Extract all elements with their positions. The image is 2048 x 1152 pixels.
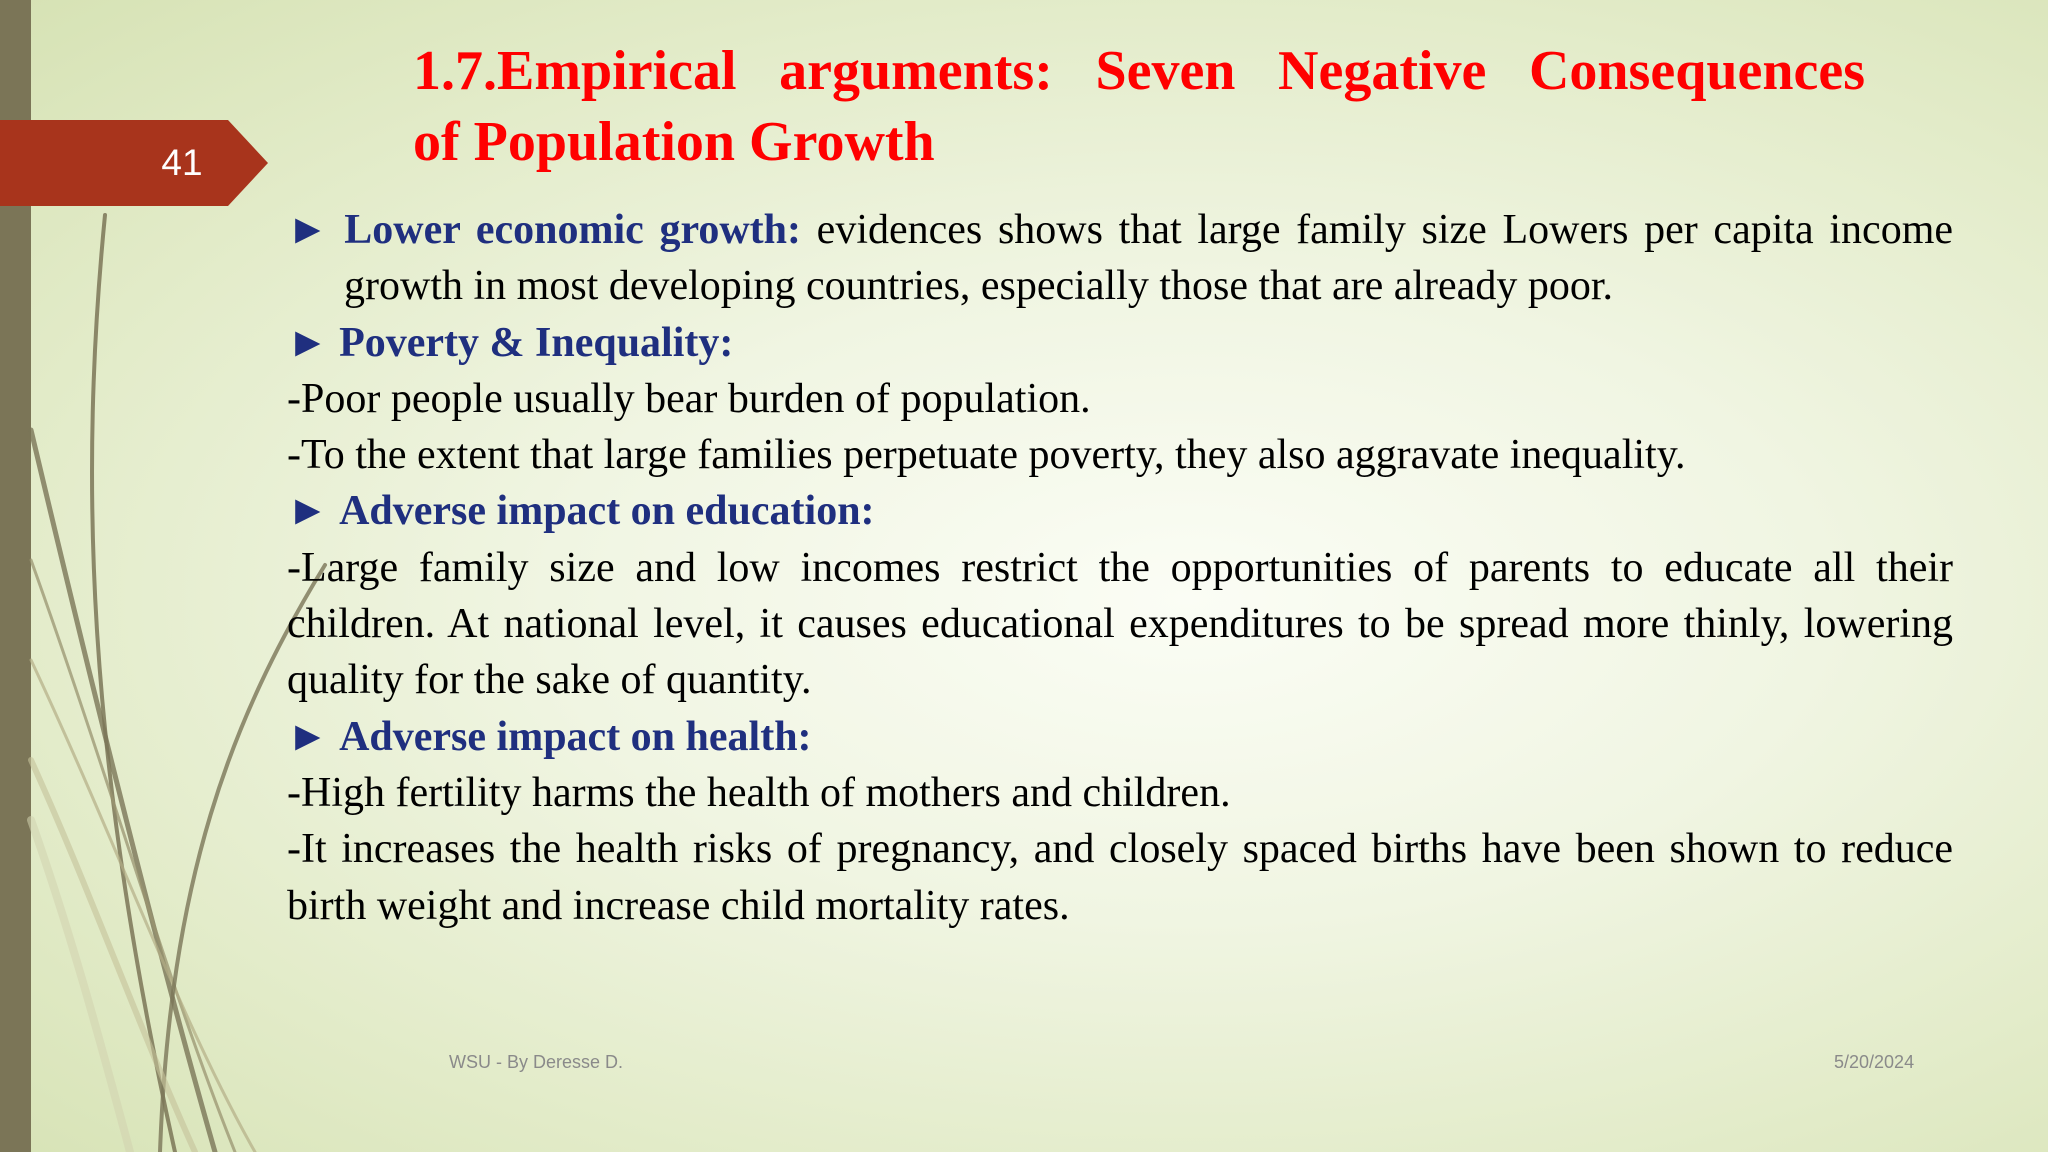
slide-number: 41	[161, 142, 203, 183]
body-line: -High fertility harms the health of mothers and children.	[287, 769, 1231, 816]
bullet-text: evidences shows that large family size Lowers per capita income growth in most developing countries, especially those that are already poor.	[344, 207, 1954, 310]
bullet-arrow-icon: ►	[287, 319, 329, 366]
body-line: -It increases the health risks of pregnancy, and closely spaced births have been shown to reduce birth weight and increase child mortality rates.	[287, 826, 1953, 929]
bullet-heading: Adverse impact on education:	[339, 488, 875, 535]
bullet-arrow-icon: ►	[287, 207, 329, 253]
bullet-heading: Lower economic growth:	[344, 207, 801, 253]
slide-title-line-1: 1.7.Empirical arguments: Seven Negative Consequences	[413, 40, 1865, 102]
slide-content	[287, 202, 1953, 934]
bullet-education	[287, 483, 1953, 539]
footer-author: WSU - By Deresse D.	[449, 1052, 624, 1072]
bullet-heading: Poverty & Inequality:	[339, 319, 734, 366]
bullet-arrow-icon: ►	[287, 488, 329, 535]
body-line: -Poor people usually bear burden of population.	[287, 375, 1091, 422]
body-line: -Large family size and low incomes restrict the opportunities of parents to educate all their children. At national level, it causes educational expenditures to be spread more thinly, lowering quality for the sake of quantity.	[287, 544, 1953, 704]
bullet-arrow-icon: ►	[287, 713, 329, 760]
slide-number-tag	[0, 120, 268, 206]
body-line: -To the extent that large families perpetuate poverty, they also aggravate inequality.	[287, 432, 1686, 479]
bullet-poverty-inequality	[287, 315, 1953, 371]
bullet-heading: Adverse impact on health:	[339, 713, 812, 760]
slide-title-line-2: of Population Growth	[413, 111, 935, 173]
slide-title	[413, 36, 1865, 178]
bullet-health	[287, 709, 1953, 765]
footer-date: 5/20/2024	[1834, 1052, 1915, 1072]
bullet-lower-economic-growth	[287, 202, 1953, 315]
